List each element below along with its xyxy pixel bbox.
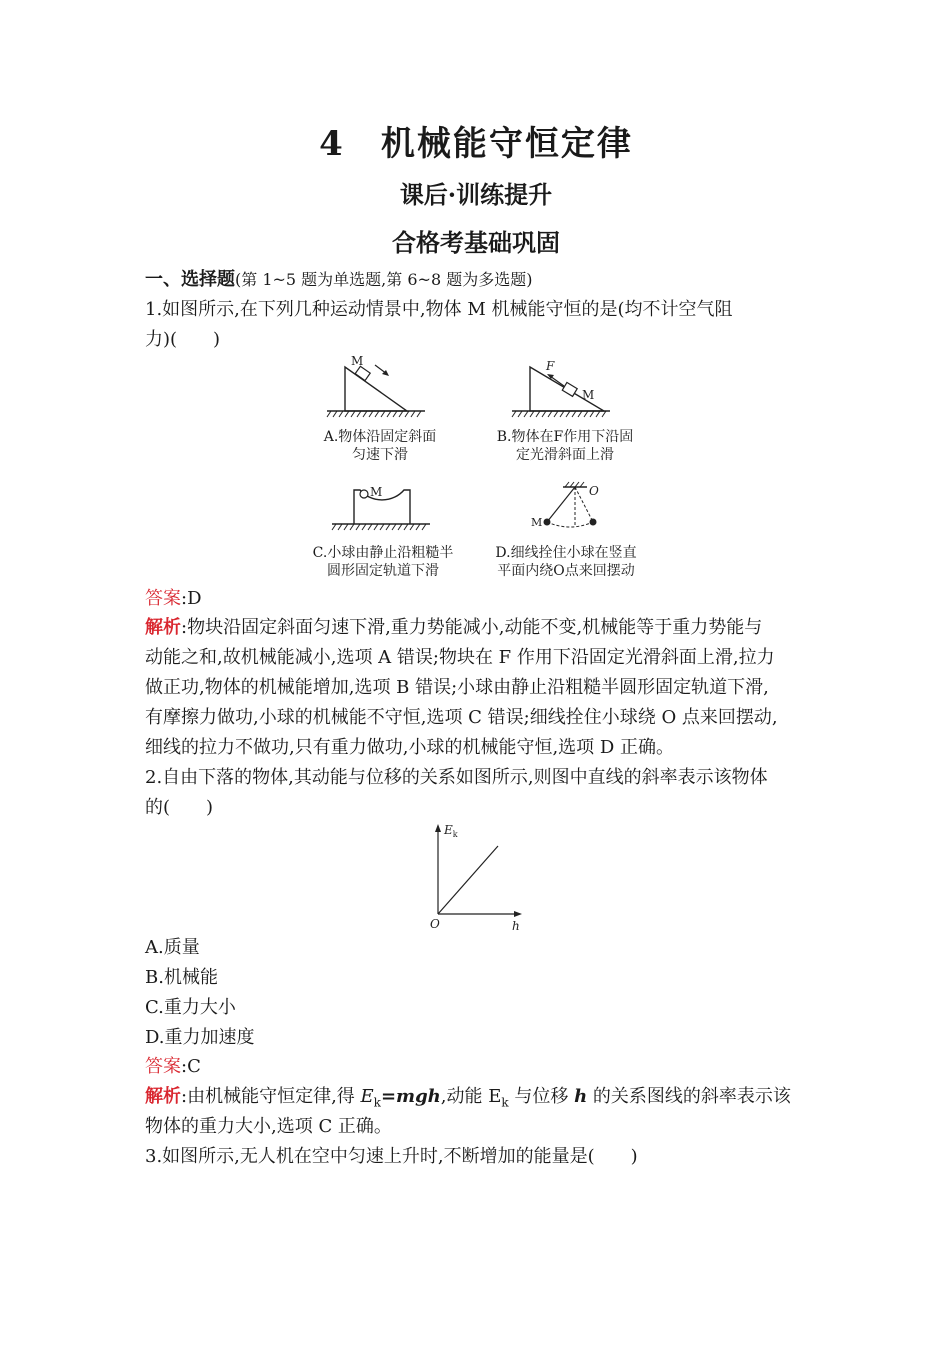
q1-figure-d	[525, 480, 625, 536]
q1-analysis-line1: 解析:物块沿固定斜面匀速下滑,重力势能减小,动能不变,机械能等于重力势能与	[145, 617, 763, 638]
q1-fig-d-label-o: O	[589, 484, 599, 498]
q2-analysis-line1: 解析:由机械能守恒定律,得 $E_k=mgh$,动能 $E_k$ 与位移 h 的关系图线的斜率表示该	[145, 1086, 791, 1110]
q2-graph-x-label: h	[512, 919, 520, 933]
q1-analysis-line4: 有摩擦力做功,小球的机械能不守恒,选项 C 错误;细线拴住小球绕 O 点来回摆动,	[145, 707, 778, 728]
q2-stem-line2: 的( )	[145, 797, 214, 818]
q3-stem: 3.如图所示,无人机在空中匀速上升时,不断增加的能量是( )	[145, 1146, 638, 1167]
q1-figure-a	[325, 355, 435, 425]
q2-option-a: A.质量	[145, 937, 200, 958]
q2-graph-y-label: $E_k$	[444, 823, 458, 839]
q2-ek-h-graph	[420, 820, 530, 935]
q1-figure-c-caption: C.小球由静止沿粗糙半 圆形固定轨道下滑	[312, 545, 454, 579]
q1-figure-b-caption: B.物体在F作用下沿固 定光滑斜面上滑	[496, 429, 634, 463]
part1-heading: 一、选择题(第 1~5 题为单选题,第 6~8 题为多选题)	[145, 269, 533, 290]
q1-analysis-line3: 做正功,物体的机械能增加,选项 B 错误;小球由静止沿粗糙半圆形固定轨道下滑,	[145, 677, 769, 698]
q2-option-c: C.重力大小	[145, 997, 236, 1018]
page-title: 4 机械能守恒定律	[319, 124, 633, 164]
q1-answer: 答案:D	[145, 588, 202, 609]
page-subtitle: 课后·训练提升	[399, 180, 553, 209]
q1-analysis-line2: 动能之和,故机械能减小,选项 A 错误;物块在 F 作用下沿固定光滑斜面上滑,拉力	[145, 647, 775, 668]
q1-figure-d-caption: D.细线拴住小球在竖直 平面内绕O点来回摆动	[495, 545, 637, 579]
q1-fig-a-label-m: M	[351, 354, 364, 368]
q1-stem-line1: 1.如图所示,在下列几种运动情景中,物体 M 机械能守恒的是(均不计空气阻	[145, 299, 733, 320]
q1-stem-line2: 力)( )	[145, 329, 221, 350]
q1-analysis-line5: 细线的拉力不做功,只有重力做功,小球的机械能守恒,选项 D 正确。	[145, 737, 675, 758]
q1-fig-b-label-f: F	[546, 359, 555, 373]
q2-stem-line1: 2.自由下落的物体,其动能与位移的关系如图所示,则图中直线的斜率表示该物体	[145, 767, 768, 788]
q2-answer: 答案:C	[145, 1056, 201, 1077]
section-heading: 合格考基础巩固	[392, 228, 560, 257]
q1-figure-c	[330, 482, 440, 538]
q1-figure-a-caption: A.物体沿固定斜面 匀速下滑	[323, 429, 437, 463]
q1-figure-b	[510, 355, 620, 425]
q2-option-d: D.重力加速度	[145, 1027, 255, 1048]
q1-fig-c-label-m: M	[370, 485, 383, 499]
q2-option-b: B.机械能	[145, 967, 218, 988]
q1-fig-d-label-m: M	[531, 516, 543, 529]
q2-graph-origin: O	[430, 917, 440, 931]
q2-analysis-line2: 物体的重力大小,选项 C 正确。	[145, 1116, 392, 1137]
q1-fig-b-label-m: M	[582, 388, 595, 402]
